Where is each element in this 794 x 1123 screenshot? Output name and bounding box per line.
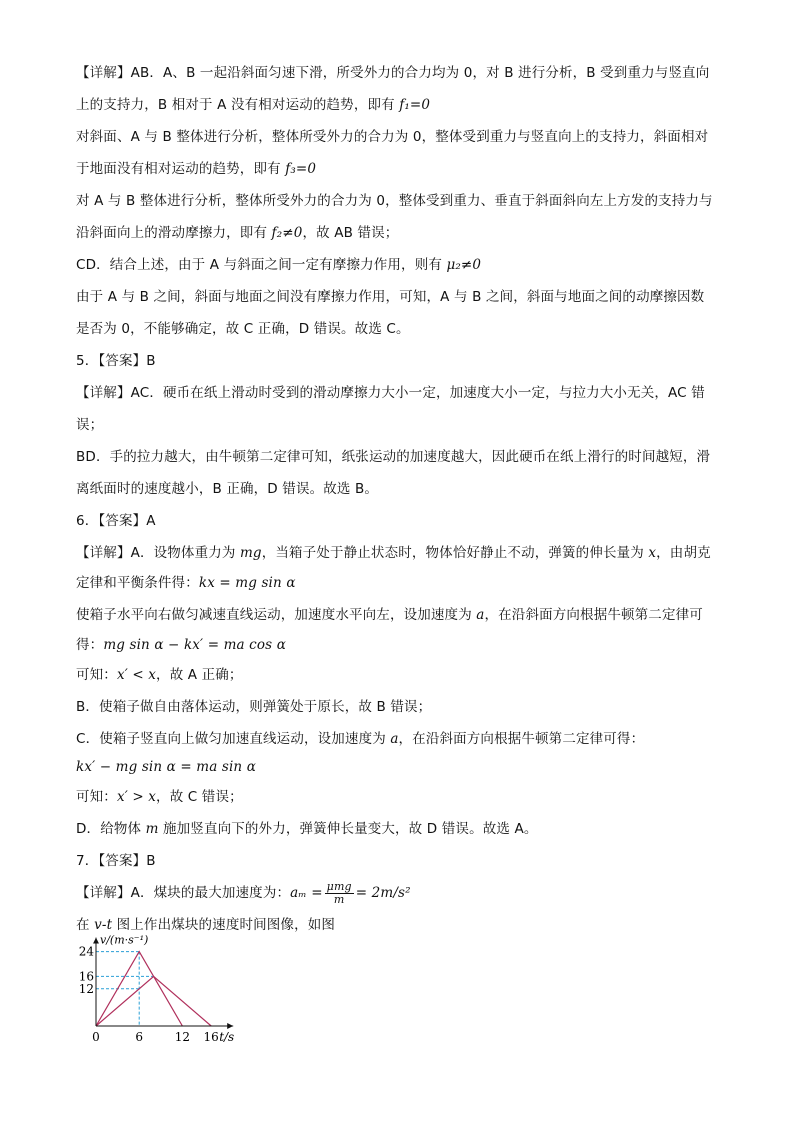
answer-heading: 6．【答案】A — [76, 513, 156, 529]
y-tick-label: 12 — [78, 981, 94, 996]
text-line: 于地面没有相对运动的趋势，即有 f₃=0 — [76, 161, 317, 177]
text-line: BD．手的拉力越大，由牛顿第二定律可知，纸张运动的加速度越大，因此硬币在纸上滑行的时间越短，滑 — [76, 449, 711, 465]
math-inline: f₃=0 — [285, 161, 317, 177]
text-line: 上的支持力，B 相对于 A 没有相对运动的趋势，即有 f₁=0 — [76, 97, 431, 113]
math-inline: a — [390, 731, 399, 747]
x-tick-label: 12 — [174, 1030, 191, 1044]
math-inline: m — [145, 821, 159, 837]
text-line: 是否为 0，不能够确定，故 C 正确，D 错误。故选 C。 — [76, 321, 410, 337]
text-line: 定律和平衡条件得：kx = mg sin α — [76, 575, 296, 591]
x-tick-label: 6 — [135, 1030, 144, 1044]
text-line: 离纸面时的速度越小，B 正确，D 错误。故选 B。 — [76, 481, 379, 497]
math-formula: kx′ − mg sin α = ma sin α — [76, 759, 256, 775]
vt-graph-svg — [76, 932, 266, 1044]
math-formula: x′ < x — [116, 667, 157, 683]
text-line: CD．结合上述，由于 A 与斜面之间一定有摩擦力作用，则有 μ₂≠0 — [76, 257, 482, 273]
y-tick-label: 16 — [78, 969, 94, 984]
math-formula: aₘ = — [290, 885, 323, 901]
text-line: 对 A 与 B 整体进行分析，整体所受外力的合力为 0，整体受到重力、垂直于斜面斜向左上方发的支持力与 — [76, 193, 713, 209]
y-axis-label: v/(m·s⁻¹) — [100, 933, 149, 947]
text-line: 得：mg sin α − kx′ = ma cos α — [76, 637, 286, 653]
text-line: 由于 A 与 B 之间，斜面与地面之间没有摩擦力作用，可知，A 与 B 之间，斜面与地面之间的动摩擦因数 — [76, 289, 705, 305]
text-line: 使箱子水平向右做匀减速直线运动，加速度水平向左，设加速度为 a，在沿斜面方向根据牛顿第二定律可 — [76, 607, 703, 623]
text-line: C．使箱子竖直向上做匀加速直线运动，设加速度为 a，在沿斜面方向根据牛顿第二定律可得： — [76, 731, 645, 747]
math-inline: mg — [239, 545, 262, 561]
text-line: B．使箱子做自由落体运动，则弹簧处于原长，故 B 错误； — [76, 699, 432, 715]
text-line: 可知：x′ > x，故 C 错误； — [76, 789, 243, 805]
x-tick-label: 16 — [203, 1030, 219, 1044]
math-formula: = 2m/s² — [355, 885, 411, 901]
text-line: 在 v-t 图上作出煤块的速度时间图像，如图 — [76, 917, 336, 933]
x-axis-label: t/s — [219, 1030, 235, 1044]
math-inline: μ₂≠0 — [446, 257, 482, 273]
text-line: 【详解】A．煤块的最大加速度为：aₘ = $\frac{\text{μmg}}{m}$ = 2m/s² — [76, 879, 411, 906]
y-tick-label: 24 — [78, 944, 94, 959]
text-line: 误； — [76, 417, 104, 433]
text-line: 对斜面、A 与 B 整体进行分析，整体所受外力的合力为 0，整体受到重力与竖直向上的支持力，斜面相对 — [76, 129, 709, 145]
text-line: 【详解】A．设物体重力为 mg，当箱子处于静止状态时，物体恰好静止不动，弹簧的伸长量为 x，由胡克 — [76, 545, 711, 561]
series-line — [96, 976, 211, 1026]
math-inline: f₁=0 — [399, 97, 431, 113]
x-tick-label: 0 — [92, 1030, 100, 1044]
answer-heading: 5．【答案】B — [76, 353, 156, 369]
text-line: 【详解】AB．A、B 一起沿斜面匀速下滑，所受外力的合力均为 0，对 B 进行分析，B 受到重力与竖直向 — [76, 65, 710, 81]
math-fraction: $\frac{\text{μmg}}{m}$ — [326, 879, 352, 906]
text-line: D．给物体 m 施加竖直向下的外力，弹簧伸长量变大，故 D 错误。故选 A。 — [76, 821, 538, 837]
text-line: 【详解】AC．硬币在纸上滑动时受到的滑动摩擦力大小一定，加速度大小一定，与拉力大小无关，AC 错 — [76, 385, 705, 401]
math-inline: v-t — [94, 917, 113, 933]
vt-graph — [76, 932, 266, 1048]
math-formula: mg sin α − kx′ = ma cos α — [103, 637, 286, 653]
math-inline: f₂≠0 — [271, 225, 303, 241]
text-line: 可知：x′ < x，故 A 正确； — [76, 667, 243, 683]
math-formula: x′ > x — [116, 789, 157, 805]
math-inline: a — [476, 607, 485, 623]
answer-heading: 7．【答案】B — [76, 853, 156, 869]
text-line — [76, 758, 256, 776]
text-line: 沿斜面向上的滑动摩擦力，即有 f₂≠0，故 AB 错误； — [76, 225, 399, 241]
math-inline: x — [648, 545, 657, 561]
math-formula: kx = mg sin α — [198, 575, 296, 591]
